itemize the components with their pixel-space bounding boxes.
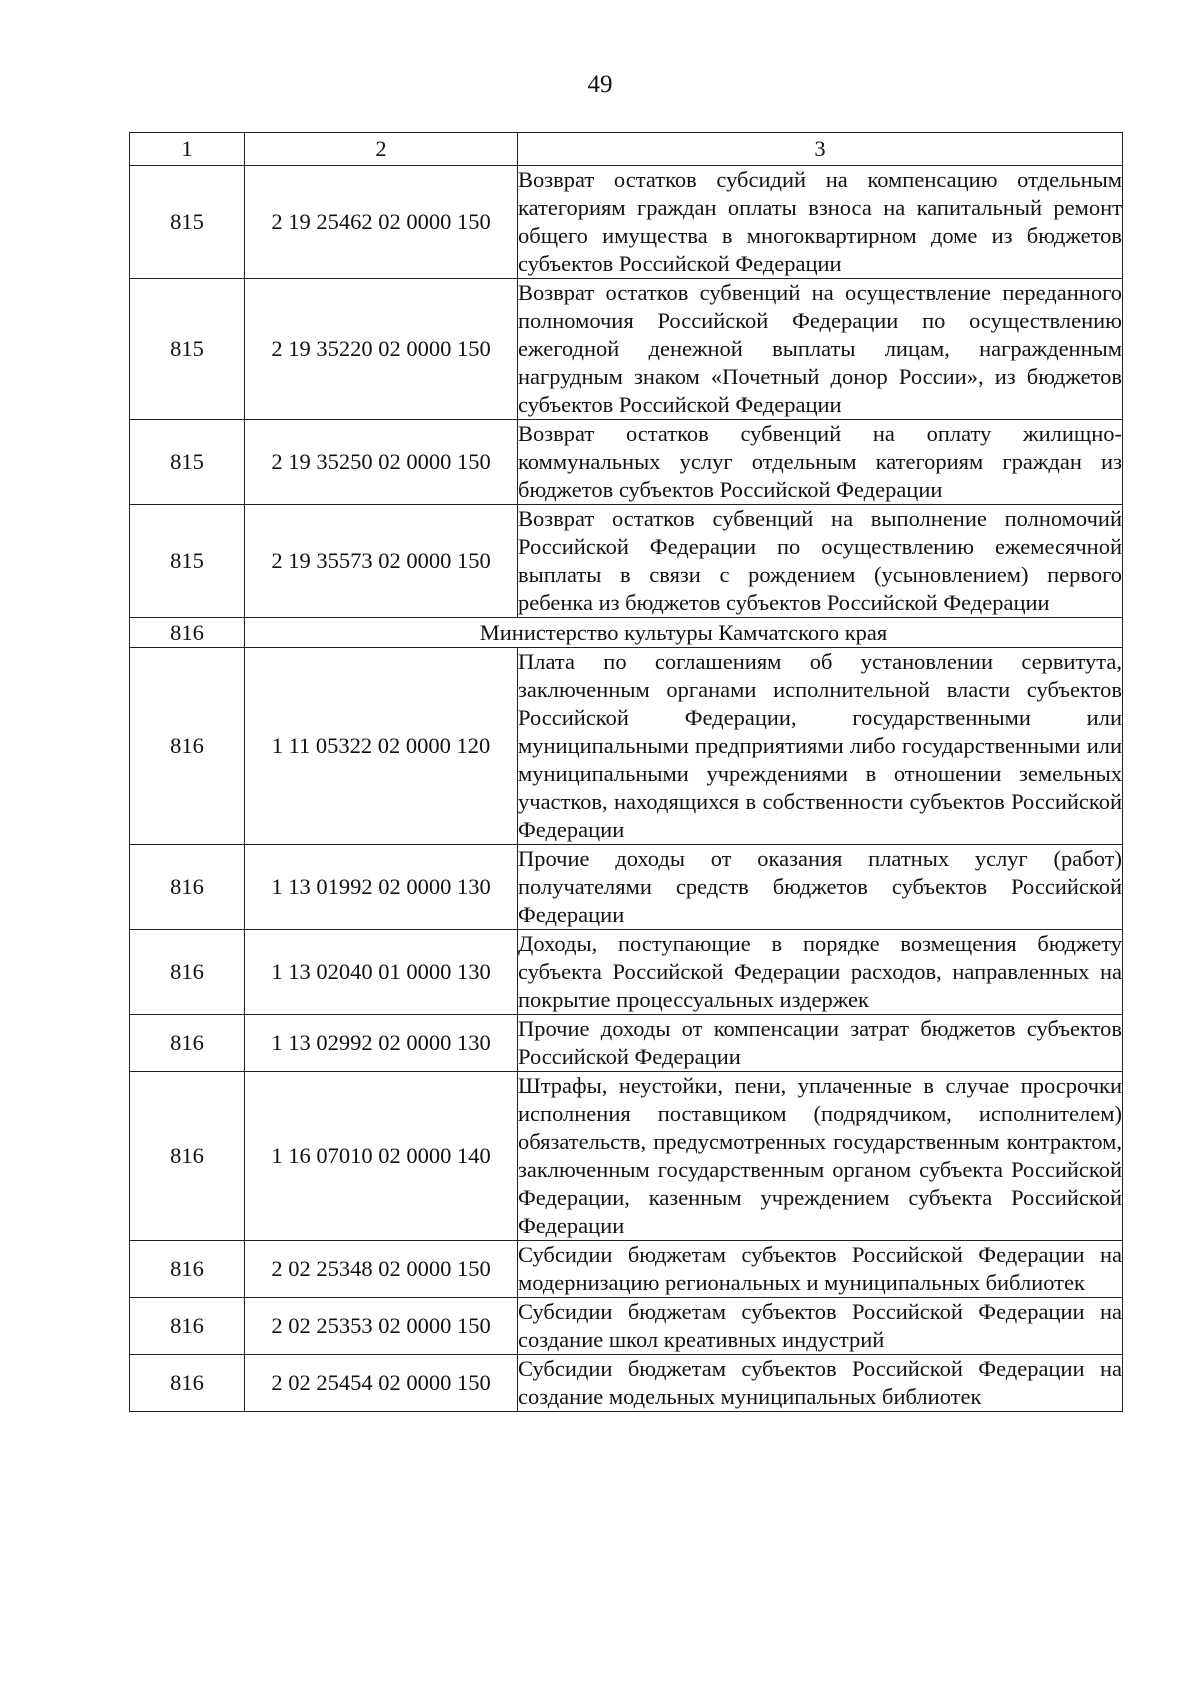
table-row bbox=[130, 420, 1123, 505]
table-header-row bbox=[130, 133, 1123, 166]
ministry-title-cell: Министерство культуры Камчатского края bbox=[245, 618, 1123, 648]
table-row bbox=[130, 1015, 1123, 1072]
admin-code-cell: 815 bbox=[130, 420, 245, 505]
admin-code-cell: 816 bbox=[130, 1072, 245, 1241]
page-number: 49 bbox=[587, 71, 613, 98]
table-row bbox=[130, 1298, 1123, 1355]
admin-code-cell: 816 bbox=[130, 1015, 245, 1072]
description-cell: Возврат остатков субвенций на оплату жилищно-коммунальных услуг отдельным категориям граждан из бюджетов субъектов Российской Федерации bbox=[518, 420, 1123, 505]
table-row bbox=[130, 279, 1123, 420]
table-row bbox=[130, 1072, 1123, 1241]
admin-code-cell: 816 bbox=[130, 648, 245, 845]
revenue-code-cell: 2 02 25348 02 0000 150 bbox=[245, 1241, 518, 1298]
admin-code-cell: 815 bbox=[130, 279, 245, 420]
description-cell: Прочие доходы от оказания платных услуг (работ) получателями средств бюджетов субъектов Российской Федерации bbox=[518, 845, 1123, 930]
revenue-code-cell: 2 19 35220 02 0000 150 bbox=[245, 279, 518, 420]
table-row bbox=[130, 166, 1123, 279]
table-row bbox=[130, 845, 1123, 930]
description-cell: Доходы, поступающие в порядке возмещения бюджету субъекта Российской Федерации расходов, направленных на покрытие процессуальных издержек bbox=[518, 930, 1123, 1015]
revenue-code-cell: 1 11 05322 02 0000 120 bbox=[245, 648, 518, 845]
revenue-code-cell: 2 19 35250 02 0000 150 bbox=[245, 420, 518, 505]
description-cell: Возврат остатков субвенций на осуществление переданного полномочия Российской Федерации по осуществлению ежегодной денежной выплаты лицам, награжденным нагрудным знаком «Почетный донор России», из бюджетов субъектов Российской Федерации bbox=[518, 279, 1123, 420]
description-cell: Прочие доходы от компенсации затрат бюджетов субъектов Российской Федерации bbox=[518, 1015, 1123, 1072]
revenue-code-cell: 2 02 25353 02 0000 150 bbox=[245, 1298, 518, 1355]
revenue-code-cell: 2 19 25462 02 0000 150 bbox=[245, 166, 518, 279]
admin-code-cell: 816 bbox=[130, 618, 245, 648]
table-row bbox=[130, 505, 1123, 618]
admin-code-cell: 816 bbox=[130, 845, 245, 930]
revenue-code-cell: 1 16 07010 02 0000 140 bbox=[245, 1072, 518, 1241]
description-cell: Штрафы, неустойки, пени, уплаченные в случае просрочки исполнения поставщиком (подрядчиком, исполнителем) обязательств, предусмотренных государственным контрактом, заключенным государственным органом субъекта Российской Федерации, казенным учреждением субъекта Российской Федерации bbox=[518, 1072, 1123, 1241]
description-cell: Плата по соглашениям об установлении сервитута, заключенным органами исполнительной власти субъектов Российской Федерации, государственными или муниципальными предприятиями либо государственными или муниципальными учреждениями в отношении земельных участков, находящихся в собственности субъектов Российской Федерации bbox=[518, 648, 1123, 845]
column-header: 1 bbox=[130, 133, 245, 166]
description-cell: Субсидии бюджетам субъектов Российской Федерации на создание модельных муниципальных библиотек bbox=[518, 1355, 1123, 1412]
admin-code-cell: 816 bbox=[130, 1241, 245, 1298]
description-cell: Субсидии бюджетам субъектов Российской Федерации на создание школ креативных индустрий bbox=[518, 1298, 1123, 1355]
column-header: 3 bbox=[518, 133, 1123, 166]
admin-code-cell: 816 bbox=[130, 1355, 245, 1412]
table-row bbox=[130, 930, 1123, 1015]
revenue-codes-table bbox=[129, 132, 1123, 1412]
revenue-code-cell: 2 19 35573 02 0000 150 bbox=[245, 505, 518, 618]
admin-code-cell: 816 bbox=[130, 1298, 245, 1355]
revenue-code-cell: 1 13 01992 02 0000 130 bbox=[245, 845, 518, 930]
column-header: 2 bbox=[245, 133, 518, 166]
admin-code-cell: 815 bbox=[130, 505, 245, 618]
revenue-code-cell: 1 13 02040 01 0000 130 bbox=[245, 930, 518, 1015]
revenue-code-cell: 1 13 02992 02 0000 130 bbox=[245, 1015, 518, 1072]
admin-code-cell: 815 bbox=[130, 166, 245, 279]
description-cell: Возврат остатков субвенций на выполнение полномочий Российской Федерации по осуществлению ежемесячной выплаты в связи с рождением (усыновлением) первого ребенка из бюджетов субъектов Российской Федерации bbox=[518, 505, 1123, 618]
table-row bbox=[130, 648, 1123, 845]
description-cell: Субсидии бюджетам субъектов Российской Федерации на модернизацию региональных и муниципальных библиотек bbox=[518, 1241, 1123, 1298]
revenue-code-cell: 2 02 25454 02 0000 150 bbox=[245, 1355, 518, 1412]
admin-code-cell: 816 bbox=[130, 930, 245, 1015]
ministry-section-row bbox=[130, 618, 1123, 648]
description-cell: Возврат остатков субсидий на компенсацию отдельным категориям граждан оплаты взноса на капитальный ремонт общего имущества в многоквартирном доме из бюджетов субъектов Российской Федерации bbox=[518, 166, 1123, 279]
table-row bbox=[130, 1355, 1123, 1412]
table-row bbox=[130, 1241, 1123, 1298]
